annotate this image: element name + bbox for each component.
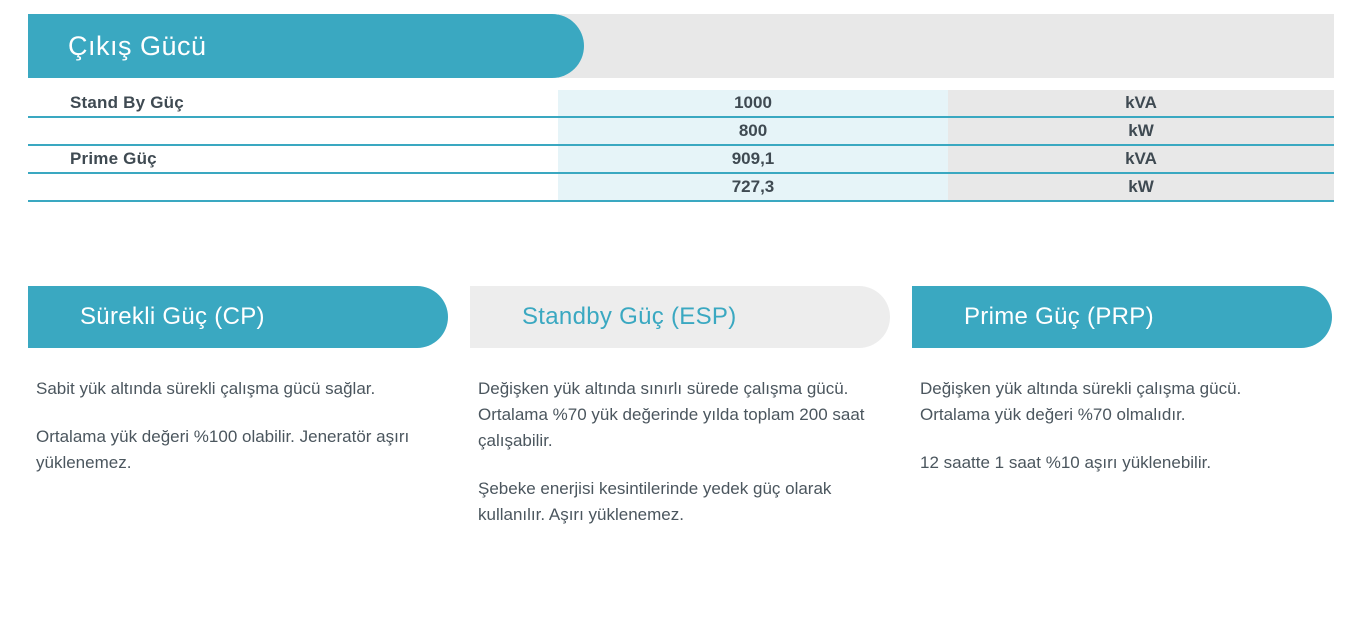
row-label-prime: Prime Güç [70,149,157,168]
card-header-standby-guc [470,286,890,348]
card-header-prime-guc [912,286,1332,348]
card-paragraph: Değişken yük altında sürekli çalışma gücü. Ortalama yük değeri %70 olmalıdır. [920,379,1242,424]
row-unit-prime-kva: kVA [948,146,1334,172]
card-body-surekli-guc [28,348,448,476]
card-title-standby-guc: Standby Güç (ESP) [522,303,737,330]
card-body-prime-guc [912,348,1332,476]
output-power-title: Çıkış Gücü [68,30,207,61]
row-unit-standby-kva: kVA [948,90,1334,116]
card-title-prime-guc: Prime Güç (PRP) [964,303,1154,330]
row-value-prime-kw: 727,3 [558,174,948,200]
row-value-standby-kw: 800 [558,118,948,144]
card-header-surekli-guc [28,286,448,348]
card-surekli-guc [28,286,448,528]
row-value-prime-kva: 909,1 [558,146,948,172]
card-paragraph: Ortalama yük değeri %100 olabilir. Jeneratör aşırı yüklenemez. [36,427,410,472]
row-unit-standby-kw: kW [948,118,1334,144]
card-prime-guc [912,286,1332,528]
row-label-standby: Stand By Güç [70,93,184,112]
card-paragraph: Sabit yük altında sürekli çalışma gücü sağlar. [36,379,376,398]
power-definitions-cards [28,286,1334,528]
table-row [28,174,1334,202]
table-row [28,118,1334,146]
card-body-standby-guc [470,348,890,528]
row-unit-prime-kw: kW [948,174,1334,200]
table-row [28,146,1334,174]
card-paragraph: 12 saatte 1 saat %10 aşırı yüklenebilir. [920,453,1212,472]
table-row [28,90,1334,118]
output-power-header-grey-panel [558,14,1334,78]
card-paragraph: Şebeke enerjisi kesintilerinde yedek güç olarak kullanılır. Aşırı yüklenemez. [478,479,832,524]
output-power-table [28,90,1334,202]
card-paragraph: Değişken yük altında sınırlı sürede çalışma gücü. Ortalama %70 yük değerinde yılda toplam 200 saat çalışabilir. [478,379,865,450]
row-value-standby-kva: 1000 [558,90,948,116]
output-power-header-teal-panel [28,14,584,78]
output-power-header [28,14,1334,78]
output-power-section [28,14,1334,202]
card-standby-guc [470,286,890,528]
card-title-surekli-guc: Sürekli Güç (CP) [80,303,265,330]
